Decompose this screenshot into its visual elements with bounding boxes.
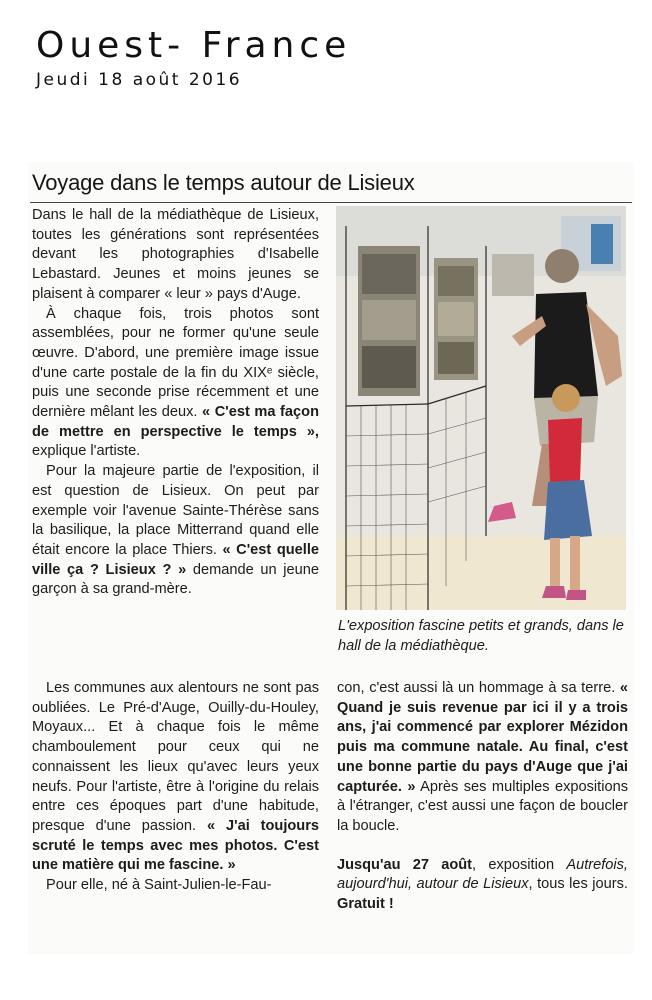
paragraph-intro: Dans le hall de la médiathèque de Lisieux, toutes les générations sont représentées devant les photographies d'Isabelle Lebastard. Jeunes et moins jeunes se plaisent à comparer « leur » pays d'Auge.	[32, 207, 319, 302]
quote-matiere: « J'ai toujours scruté le temps avec mes photos. C'est une matière qui me fascine. »	[32, 817, 319, 874]
paragraph-text: À chaque fois, trois photos sont assemblées, pour ne former qu'une seule œuvre. D'abord, une première image issue d'une carte postale de la fin du XIXᵉ siècle, puis une seconde prise récemment et une dernière mêlant les deux.	[32, 305, 319, 421]
exhibition-photo	[336, 206, 626, 610]
paragraph-continued	[337, 679, 628, 837]
quote-lisieux: « C'est quelle ville ça ? Lisieux ? »	[32, 541, 319, 578]
paragraph-photos	[32, 305, 319, 463]
info-text: , exposition	[472, 856, 567, 873]
title-rule	[30, 202, 632, 203]
paragraph-text: explique l'artiste.	[32, 443, 141, 460]
paragraph-text: con, c'est aussi là un hommage à sa terre.	[337, 680, 616, 696]
publication-date: Jeudi 18 août 2016	[36, 70, 243, 90]
info-free: Gratuit !	[337, 896, 394, 913]
info-dates: Jusqu'au 27 août	[337, 856, 473, 873]
article-column-2	[337, 679, 628, 915]
info-text: , tous les jours.	[528, 876, 628, 893]
article-column-1-bottom	[32, 679, 319, 896]
exhibition-name: Autrefois, aujourd'hui, autour de Lisieux	[337, 856, 628, 893]
paragraph-text: Les communes aux alentours ne sont pas oubliées. Le Pré-d'Auge, Ouilly-du-Houley, Moyaux... Et à chaque fois le même chamboulement pour ceux qui ne connaissent les lieux qu'avec leurs yeux neufs. Pour l'artiste, être à l'origine du relais entre ces époques part d'une habitude, presque d'une passion.	[32, 680, 319, 834]
photo-caption: L'exposition fascine petits et grands, dans le hall de la médiathèque.	[338, 618, 624, 654]
practical-info	[337, 856, 628, 915]
quote-perspective: « C'est ma façon de mettre en perspective le temps »,	[32, 404, 319, 440]
paragraph-lisieux	[32, 462, 319, 600]
publication-name: Ouest- France	[36, 25, 352, 66]
paragraph-communes	[32, 679, 319, 876]
paragraph-text: demande un jeune garçon à sa grand-mère.	[32, 561, 320, 598]
article-title: Voyage dans le temps autour de Lisieux	[32, 170, 415, 195]
paragraph-text: Après ses multiples expositions à l'étranger, c'est aussi une façon de boucler la boucle.	[337, 778, 629, 834]
article-column-1-top	[32, 206, 319, 600]
paragraph-text: Pour la majeure partie de l'exposition, il est question de Lisieux. On peut par exemple voir l'avenue Sainte-Thérèse sans la basilique, la place Mitterrand quand elle était encore la place Thiers.	[32, 463, 319, 558]
quote-return: « Quand je suis revenue par ici il y a trois ans, j'ai commencé par explorer Mézidon puis ma commune natale. Au final, c'est une bonne partie du pays d'Auge que j'ai capturée. »	[337, 680, 628, 795]
masthead	[36, 26, 351, 90]
paragraph-origin: Pour elle, né à Saint-Julien-le-Fau-	[46, 877, 272, 894]
